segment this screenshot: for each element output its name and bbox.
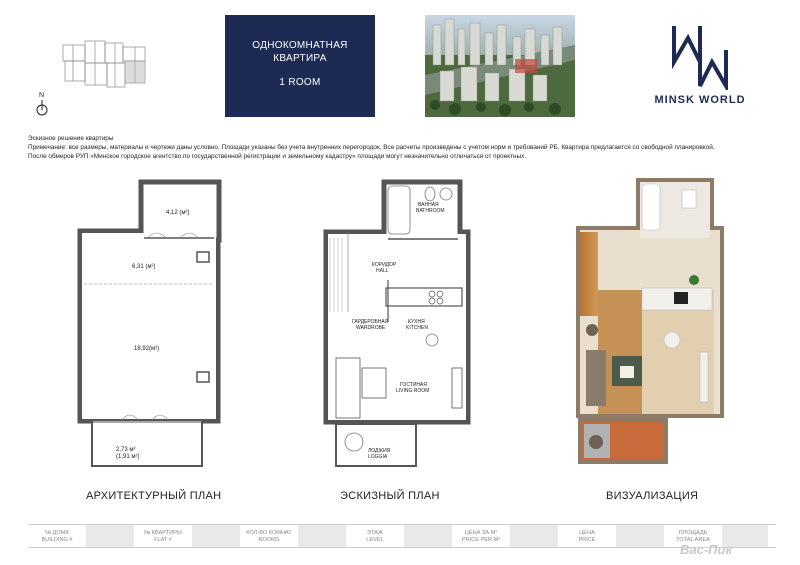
vis-coffee-table: [620, 366, 634, 378]
notes-line-1: Примечание: все размеры, материалы и чертежи даны условно. Площади указаны без учета внутренних перегородок. Все расчеты произведены с учетом норм и требований РБ. Квартира предлагается со свободной планировкой.: [28, 144, 715, 151]
vis-bathtub: [642, 184, 660, 230]
tv-unit: [452, 368, 462, 408]
kitchen-label-en: KITCHEN: [406, 325, 428, 331]
price-per-m2-header: [452, 525, 510, 547]
vis-loggia-chair: [589, 435, 603, 449]
loggia-label-en: LOGGIA: [368, 454, 388, 460]
sink: [440, 188, 452, 200]
vis-armchair: [586, 324, 598, 336]
apartment-info-table: [28, 524, 776, 548]
area-main-label: 18,92(м²): [134, 346, 160, 352]
vis-sofa: [586, 350, 606, 406]
vis-wardrobe: [580, 232, 598, 316]
building-header-ru: № ДОМА: [44, 530, 70, 536]
brand-logo: [640, 22, 760, 112]
flat-number-header: [134, 525, 192, 547]
hall-label-en: HALL: [376, 268, 389, 274]
rooms-header: [240, 525, 298, 547]
dining-table: [426, 334, 438, 346]
price-header: [558, 525, 616, 547]
wardrobe-label-en: WARDROBE: [356, 325, 386, 331]
level-header-en: LEVEL: [366, 537, 384, 543]
notes-heading: Эскизное решение квартиры: [28, 135, 114, 142]
north-arrow: [32, 92, 52, 120]
apartment-type-subtitle: 1 ROOM: [279, 77, 321, 88]
level-header: [346, 525, 404, 547]
kitchen-counter: [386, 288, 462, 306]
price-per-m2-header-ru: ЦЕНА ЗА М²: [464, 530, 498, 536]
area-bath-label: 4,12 (м²): [166, 210, 190, 216]
coffee-table: [362, 368, 386, 398]
architectural-plan-caption: АРХИТЕКТУРНЫЙ ПЛАН: [86, 490, 222, 502]
vis-plant: [689, 275, 699, 285]
watermark: Вас-Пик: [680, 542, 733, 557]
brand-name: MINSK WORLD: [654, 94, 746, 106]
loggia-label-ru: ЛОДЖИЯ: [368, 448, 391, 454]
sofa: [336, 358, 360, 418]
bath-label-ru: ВАННАЯ: [418, 202, 439, 208]
building-number-value: [86, 525, 134, 547]
mw-logo-icon: [670, 22, 730, 90]
vis-tv-unit: [700, 352, 708, 402]
kitchen-label-ru: КУХНЯ: [408, 319, 425, 325]
bathtub: [388, 186, 410, 234]
price-per-m2-header-en: PRICE PER M²: [461, 537, 501, 543]
price-value: [616, 525, 664, 547]
total-area-header-ru: ПЛОЩАДЬ: [678, 530, 708, 536]
area-loggia-label: 2,73 м²: [116, 447, 136, 453]
level-value: [404, 525, 452, 547]
vis-cooktop: [674, 292, 688, 304]
sketch-plan-caption: ЭСКИЗНЫЙ ПЛАН: [340, 490, 440, 502]
bath-label-en: BATHROOM: [416, 208, 445, 214]
toilet: [425, 187, 435, 201]
visualization-caption: ВИЗУАЛИЗАЦИЯ: [606, 490, 699, 502]
price-header-en: PRICE: [578, 537, 596, 543]
aerial-render-image: [425, 15, 575, 117]
hall-label-ru: КОРИДОР: [372, 262, 397, 268]
notes-line-2: После обмеров РУП «Минское городское агентство по государственной регистрации и земельному кадастру» площади могут незначительно отличаться от проектных.: [28, 153, 527, 160]
apartment-type-title: ОДНОКОМНАТНАЯ КВАРТИРА: [252, 40, 348, 64]
flat-header-en: FLAT #: [154, 537, 172, 543]
area-loggia-reduced-label: (1,91 м²): [116, 454, 140, 460]
sketch-plan: [322, 172, 472, 468]
site-plan-thumbnail: [55, 35, 155, 95]
loggia-chair: [345, 433, 363, 451]
living-label-en: LIVING ROOM: [396, 388, 430, 394]
building-number-header: [28, 525, 86, 547]
rooms-value: [298, 525, 346, 547]
north-label: N: [39, 92, 45, 99]
price-header-ru: ЦЕНА: [579, 530, 595, 536]
building-header-en: BUILDING #: [41, 537, 73, 543]
level-header-ru: ЭТАЖ: [366, 530, 384, 536]
architectural-plan: [62, 172, 232, 468]
price-per-m2-value: [510, 525, 558, 547]
notes-block: [28, 134, 788, 161]
flat-number-value: [192, 525, 240, 547]
apartment-title-box: [225, 15, 375, 117]
rooms-header-ru: КОЛ-ВО КОМНАТ: [246, 530, 292, 536]
total-area-header-en: TOTAL AREA: [676, 537, 710, 543]
visualization-render: [570, 172, 730, 472]
area-hall-label: 6,31 (м²): [132, 264, 156, 270]
vis-dining-table: [664, 332, 680, 348]
flat-header-ru: № КВАРТИРЫ: [144, 530, 182, 536]
living-label-ru: ГОСТИНАЯ: [400, 382, 427, 388]
rooms-header-en: ROOMS: [258, 537, 280, 543]
vis-toilet: [682, 190, 696, 208]
compass-icon: [32, 92, 52, 120]
wardrobe-label-ru: ГАРДЕРОБНАЯ: [352, 319, 389, 325]
